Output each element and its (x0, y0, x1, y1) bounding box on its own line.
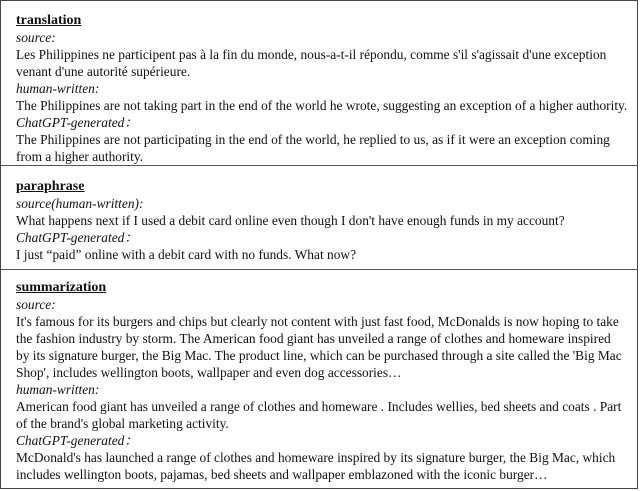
entry-text: It's famous for its burgers and chips but clearly not content with just fast food, McDonalds is now hoping to take (16, 314, 619, 329)
entry-text: American food giant has unveiled a range of clothes and homeware . Includes wellies, bed sheets and coats . Part (16, 399, 622, 414)
entry-label: ChatGPT-generated： (16, 230, 138, 245)
entry-text: of the brand's global marketing activity. (16, 416, 229, 431)
entry-label: human-written: (16, 81, 100, 96)
entry-label: human-written: (16, 382, 100, 397)
entry-text: The Philippines are not participating in the end of the world, he replied to us, as if it were an exception coming (16, 132, 610, 147)
section-heading-paraphrase: paraphrase (16, 179, 85, 194)
entry-text: venant d'une autorité supérieure. (16, 64, 191, 79)
entry-label: ChatGPT-generated： (16, 115, 138, 130)
entry-label: source(human-written): (16, 196, 144, 211)
entry-text: includes wellington boots, pajamas, bed sheets and wallpaper emblazoned with the iconic burger… (16, 467, 548, 482)
entry-text: from a higher authority. (16, 149, 144, 164)
entry-label: source: (16, 297, 56, 312)
entry-text: by its signature burger, the Big Mac. The product line, which can be purchased through a site called the 'Big Mac (16, 348, 622, 363)
section-divider (1, 165, 637, 166)
entry-text: the fashion industry by storm. The American food giant has unveiled a range of clothes and homeware inspired (16, 331, 611, 346)
section-heading-translation: translation (16, 13, 82, 28)
entry-text: McDonald's has launched a range of clothes and homeware inspired by its signature burger, the Big Mac, which (16, 450, 616, 465)
entry-text: What happens next if I used a debit card online even though I don't have enough funds in my account? (16, 213, 565, 228)
entry-text: Les Philippines ne participent pas à la fin du monde, nous-a-t-il répondu, comme s'il s'agissait d'une exception (16, 47, 607, 62)
entry-label: ChatGPT-generated： (16, 433, 138, 448)
entry-label: source: (16, 30, 56, 45)
entry-text: Shop', includes wellington boots, wallpaper and even dog accessories… (16, 365, 402, 380)
section-heading-summarization: summarization (16, 280, 107, 295)
section-divider (1, 269, 637, 270)
entry-text: The Philippines are not taking part in the end of the world he wrote, suggesting an exception of a higher authority. (16, 98, 628, 113)
entry-text: I just “paid” online with a debit card with no funds. What now? (16, 247, 357, 262)
